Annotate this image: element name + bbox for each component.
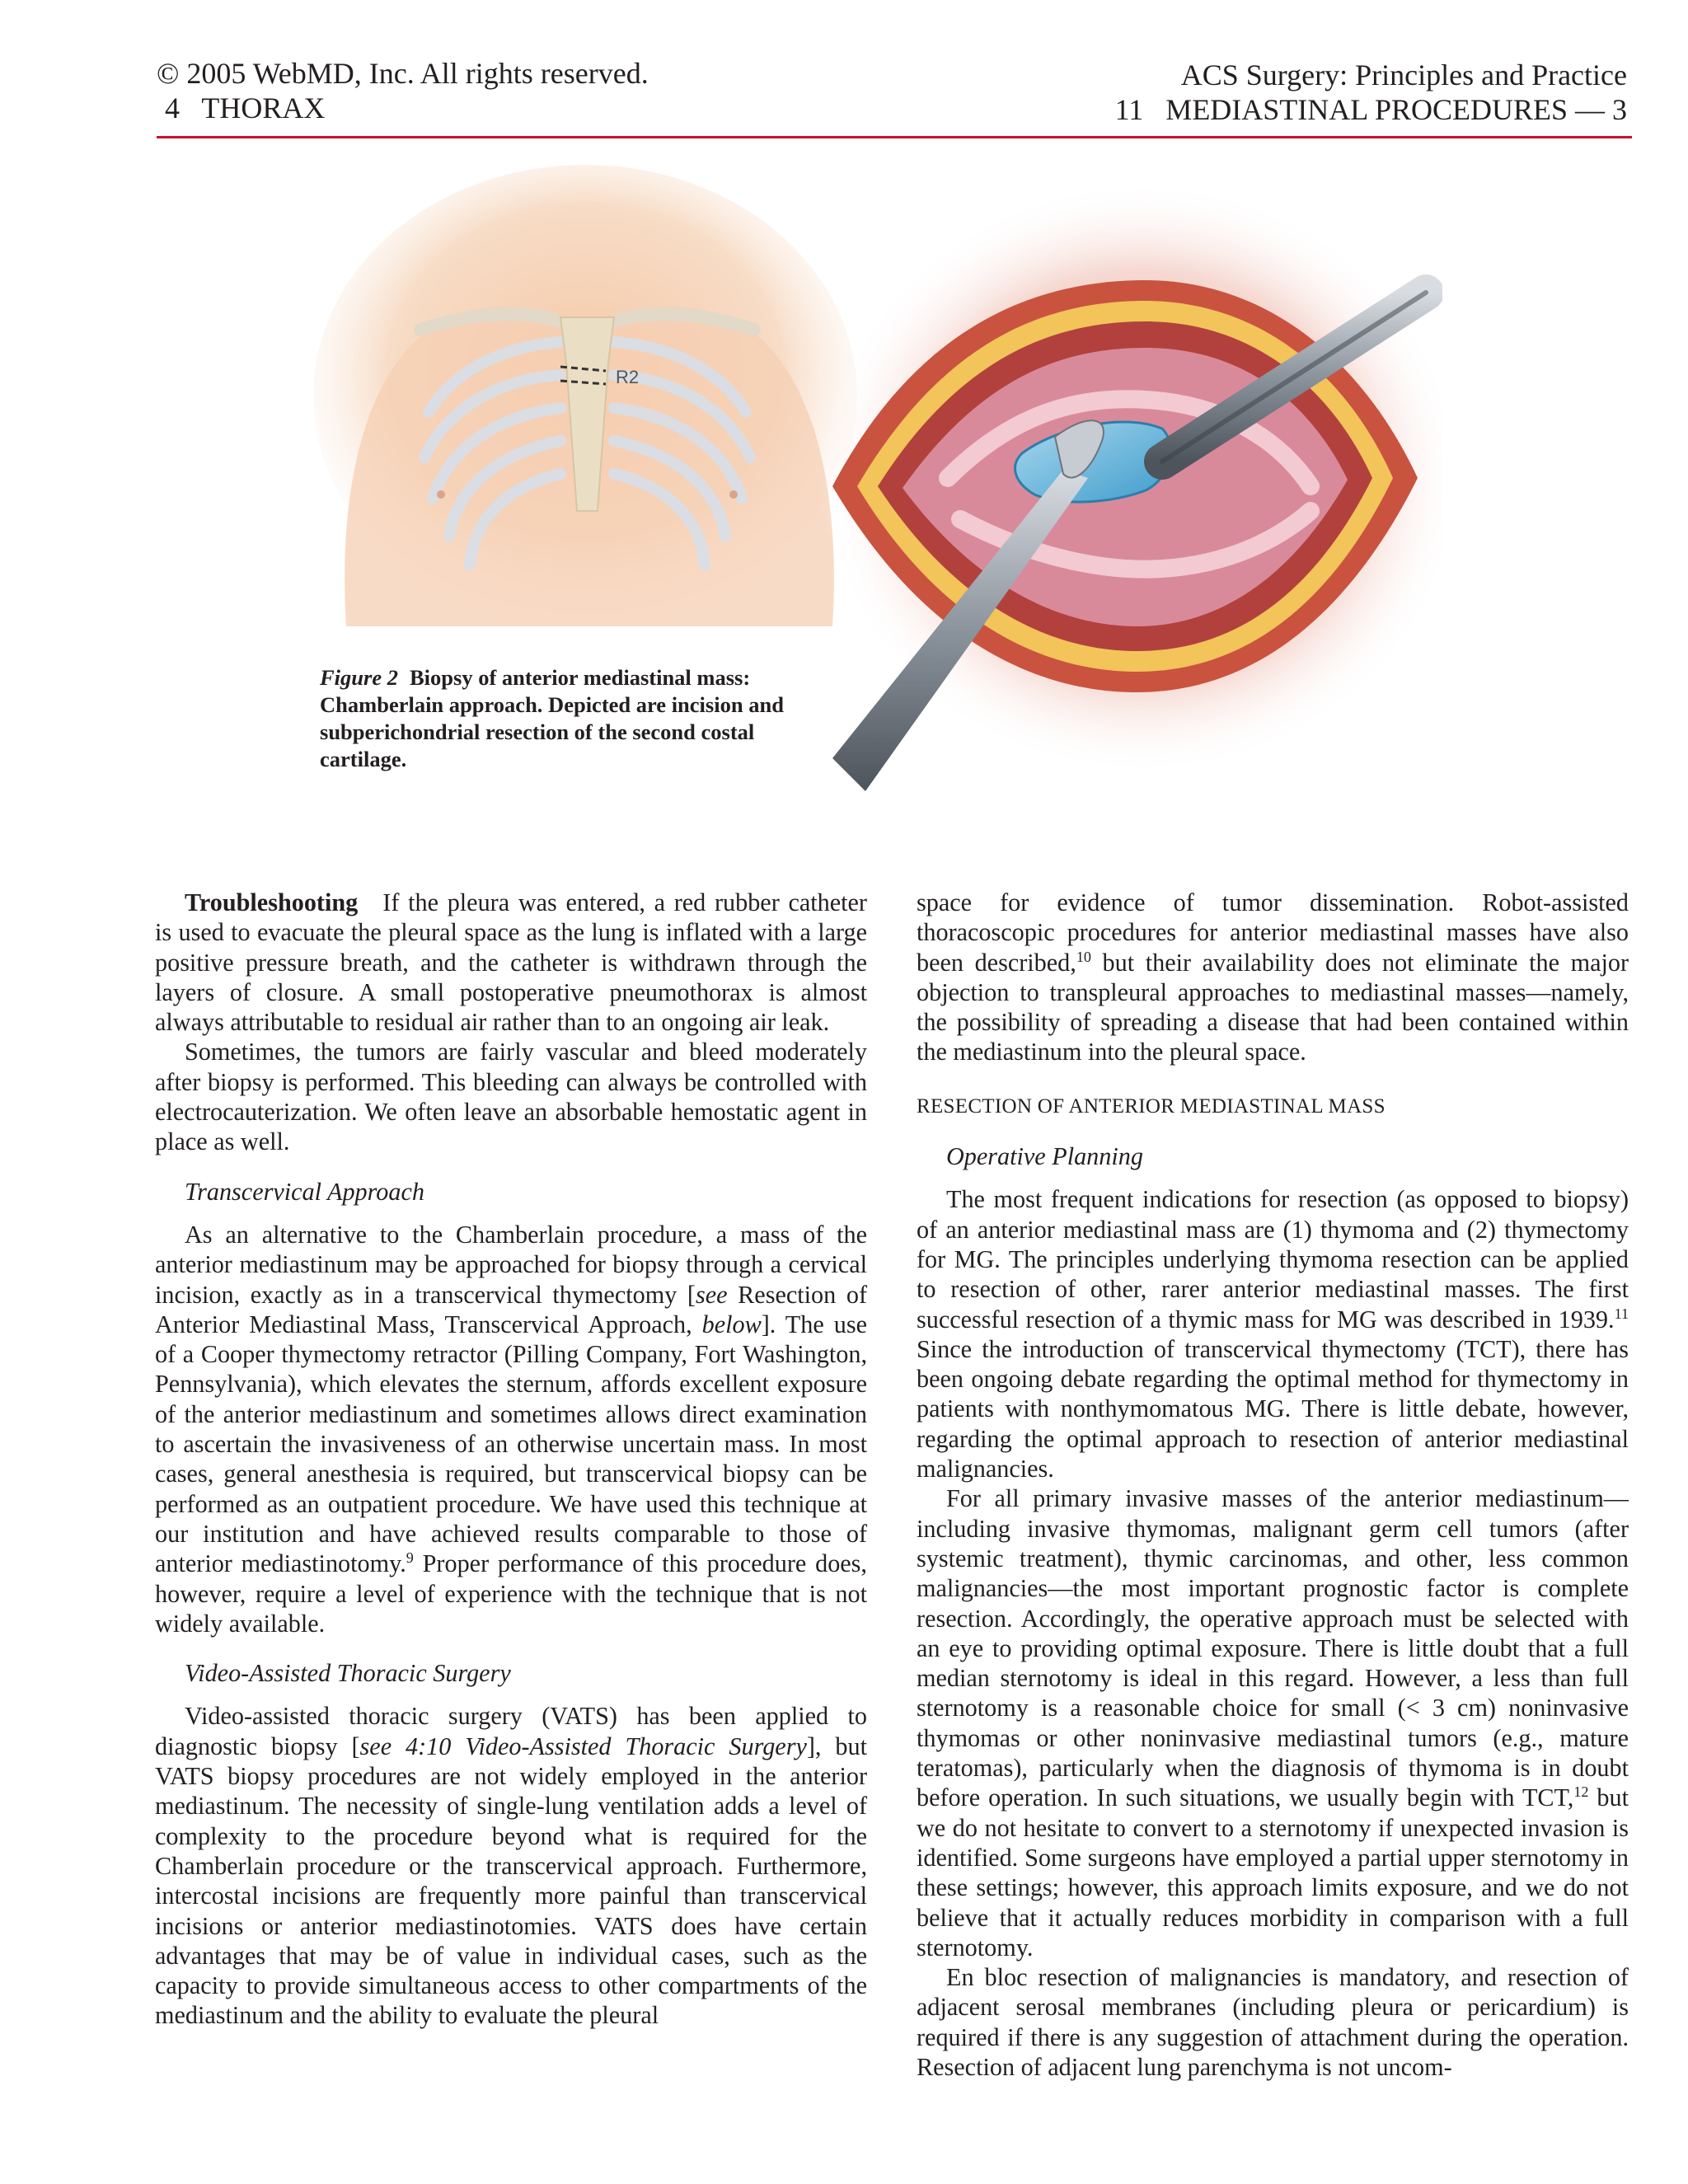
paragraph-text: If the pleura was entered, a red rubber catheter is used to evacuate the pleural space as the lung is inflated with a large positive pressure breath, and the catheter is withdrawn through the layers of closure. A small postoperative pneumothorax is almost always attributable to residual air rather than to an ongoing air leak. [155,888,867,1037]
paragraph-text: Video-assisted thoracic surgery (VATS) has been applied to diagnostic biopsy [ [155,1702,867,1760]
paragraph-text: ]. The use of a Cooper thymectomy retractor (Pilling Company, Fort Washington, Pennsylvania), which elevates the sternum, affords excellent exposure of the anterior mediastinum and sometimes allows direct examination to ascertain the invasiveness of an otherwise uncertain mass. In most cases, general anesthesia is required, but transcervical biopsy can be performed as an outpatient procedure. We have used this technique at our institution and have achieved results comparable to those of anterior mediastinotomy. [155,1310,867,1578]
paragraph-text: For all primary invasive masses of the anterior mediastinum—including invasive thymomas, malignant germ cell tumors (after systemic treatment), thymic carcinomas, and other, less common malignancies—the most important prognostic factor is complete resection. Accordingly, the operative approach must be selected with an eye to providing optimal exposure. There is little doubt that a full median sternotomy is ideal in this regard. However, a less than full sternotomy is a reasonable choice for small (< 3 cm) noninvasive thymomas or other noninvasive mediastinal tumors (e.g., mature teratomas), particularly when the diagnosis of thymoma is in doubt before operation. In such situations, we usually begin with TCT, [917,1484,1629,1812]
figure-caption [320,664,790,773]
paragraph: Sometimes, the tumors are fairly vascular and bleed moderately after biopsy is performed. This bleeding can always be controlled with electrocauterization. We often leave an absorbable hemostatic agent in place as well. [155,1038,867,1156]
section-heading: RESECTION OF ANTERIOR MEDIASTINAL MASS [917,1094,1386,1118]
paragraph [917,1184,1629,1483]
header-rule [157,136,1632,138]
paragraph-text: ], but VATS biopsy procedures are not widely employed in the anterior mediastinum. The necessity of single-lung ventilation adds a level of complexity to the procedure beyond what is required for the Chamberlain procedure or the transcervical approach. Furthermore, intercostal incisions are frequently more painful than transcervical incisions or anterior mediastinotomies. VATS does have certain advantages that may be of value in individual cases, such as the capacity to provide simultaneous access to other compartments of the mediastinum and the ability to evaluate the pleural [155,1732,867,2030]
paragraph [917,888,1629,1067]
troubleshooting-heading: Troubleshooting [185,888,359,916]
paragraph [155,1701,867,2030]
running-section: 4 THORAX [165,91,326,124]
paragraph-text: As an alternative to the Chamberlain procedure, a mass of the anterior mediastinum may be approached for biopsy through a cervical incision, exactly as in a transcervical thymectomy [ [155,1220,867,1309]
paragraph-text: space for evidence of tumor dissemination. Robot-assisted thoracoscopic procedures for anterior mediastinal masses have also been described, [917,888,1629,977]
book-title: ACS Surgery: Principles and Practice [1180,59,1627,91]
torso-inset [313,165,857,626]
citation-ref: 9 [406,1549,414,1567]
subheading-transcervical: Transcervical Approach [185,1177,424,1206]
citation-ref: 11 [1614,1305,1629,1322]
citation-ref: 12 [1573,1783,1589,1801]
paragraph [155,1220,867,1638]
paragraph-text: Resection of Anterior Mediastinal Mass, Transcervical Approach, [155,1280,868,1338]
operative-field [820,181,1442,791]
cross-reference: see [695,1280,728,1309]
left-column [155,888,867,2031]
paragraph: En bloc resection of malignancies is mandatory, and resection of adjacent serosal membranes (including pleura or pericardium) is required if there is any suggestion of attachment during the operation. Resection of adjacent lung parenchyma is not uncom- [917,1963,1629,2081]
paragraph-text: Since the introduction of transcervical thymectomy (TCT), there has been ongoing debate regarding the optimal method for thymectomy in patients with nonthymomatous MG. There is little debate, however, regarding the optimal approach to resection of anterior mediastinal malignancies. [917,1334,1629,1483]
rib-marker-label: R2 [616,367,640,387]
cross-reference: see 4:10 Video-Assisted Thoracic Surgery [359,1732,807,1760]
paragraph [917,1483,1629,1962]
paragraph-text: but their availability does not eliminate the major objection to transpleural approaches to mediastinal masses—namely, the possibility of spreading a disease that had been contained within the mediastinum into the pleural space. [917,948,1629,1066]
chapter-title: 11 MEDIASTINAL PROCEDURES — 3 [1114,93,1627,126]
cross-reference: below [701,1310,762,1338]
paragraph-text: Proper performance of this procedure does, however, require a level of experience with the technique that is not widely available. [155,1549,867,1638]
copyright-line: © 2005 WebMD, Inc. All rights reserved. [157,57,649,90]
subheading-operative-planning: Operative Planning [946,1142,1143,1171]
right-column [917,888,1629,2082]
figure-caption-text: Biopsy of anterior mediastinal mass: Chamberlain approach. Depicted are incision and subperichondrial resection of the second costal cartilage. [320,665,784,771]
paragraph-text: but we do not hesitate to convert to a sternotomy if unexpected invasion is identified. Some surgeons have employed a partial upper sternotomy in these settings; however, this approach limits exposure, and we do not believe that it actually reduces morbidity in comparison with a full sternotomy. [917,1783,1629,1961]
citation-ref: 10 [1076,948,1091,965]
figure-label: Figure 2 [320,665,398,690]
subheading-vats: Video-Assisted Thoracic Surgery [185,1659,511,1688]
paragraph [155,888,867,1037]
paragraph-text: The most frequent indications for resection (as opposed to biopsy) of an anterior mediastinal mass are (1) thymoma and (2) thymectomy for MG. The principles underlying thymoma resection can be applied to resection of other, rarer anterior mediastinal masses. The first successful resection of a thymic mass for MG was described in 1939. [917,1185,1629,1333]
